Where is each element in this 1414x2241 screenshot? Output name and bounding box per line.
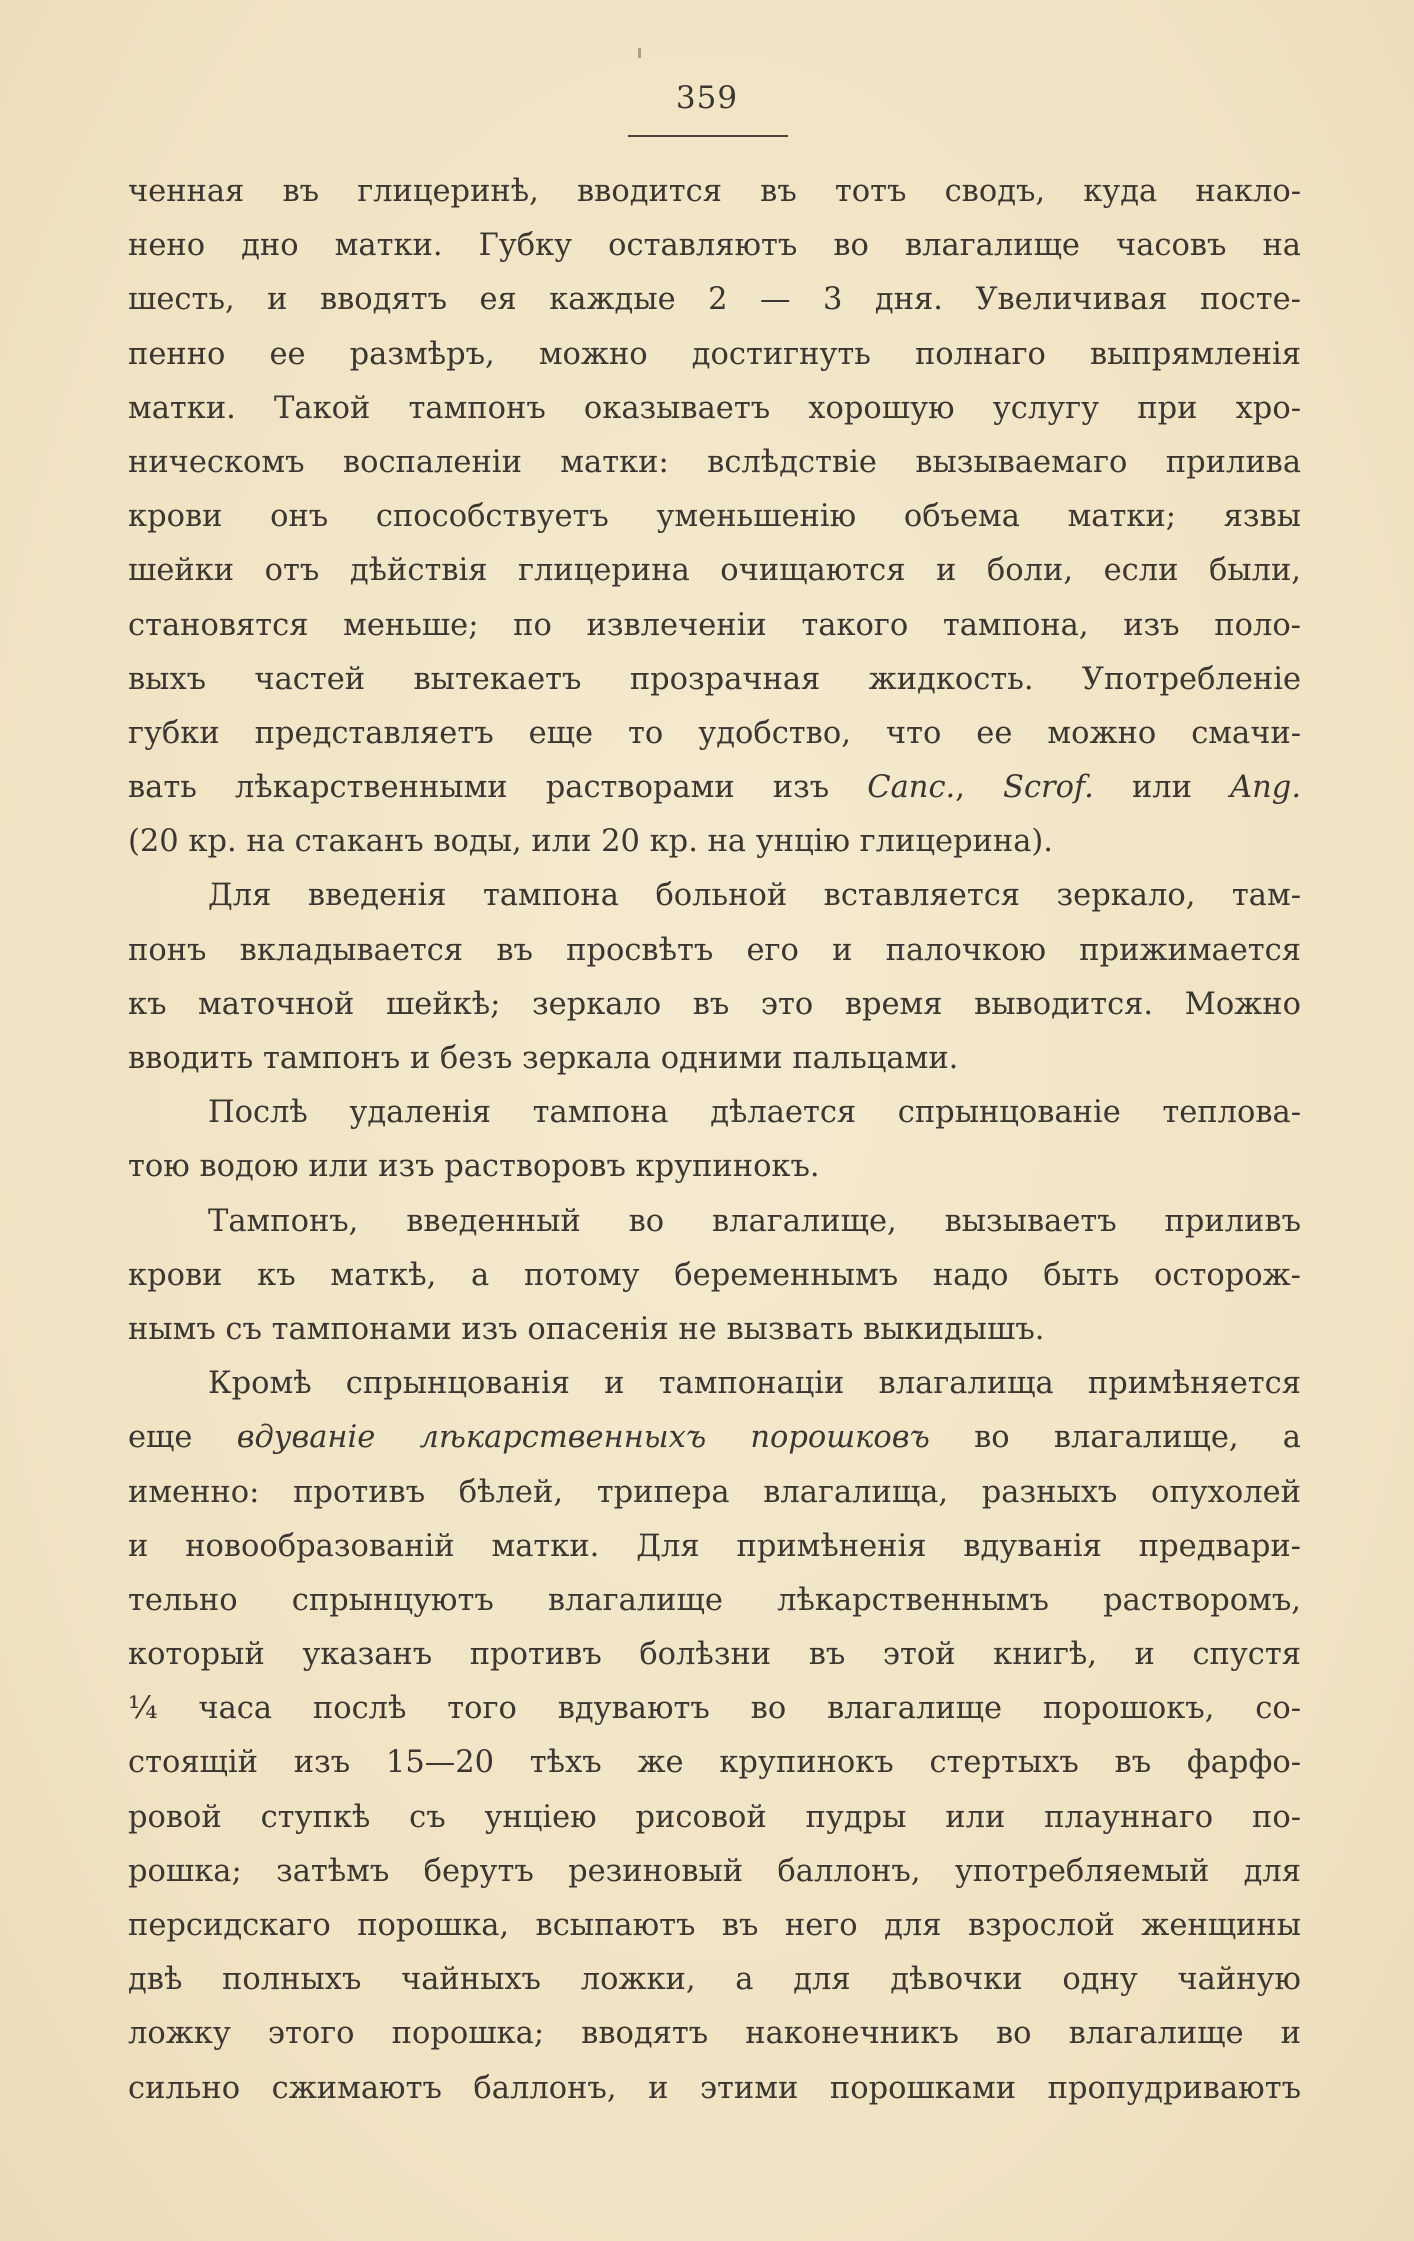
text-line: двѣ полныхъ чайныхъ ложки, а для дѣвочки одну чайную [128,1962,1301,1998]
italic-text: Canc. [867,770,956,806]
text-segment: или [1093,770,1231,806]
text-segment: еще [128,1420,237,1456]
text-line: къ маточной шейкѣ; зеркало въ это время выводится. Можно [128,986,1301,1022]
text-line: ническомъ воспаленіи матки: вслѣдствіе вызываемаго прилива [128,444,1301,480]
text-line: Кромѣ спрынцованія и тампонаціи влагалища примѣняется [208,1366,1301,1402]
text-line: шейки отъ дѣйствія глицерина очищаются и боли, если были, [128,553,1301,589]
text-line: ложку этого порошка; вводятъ наконечникъ во влагалище и [128,2016,1301,2052]
text-line: ченная въ глицеринѣ, вводится въ тотъ сводъ, куда накло- [128,174,1301,209]
body-text [128,165,1301,2116]
text-line: Тампонъ, введенный во влагалище, вызываетъ приливъ [208,1203,1301,1239]
text-line: становятся меньше; по извлеченіи такого тампона, изъ поло- [128,607,1301,643]
page-number-rule [628,135,788,137]
text-line: который указанъ противъ болѣзни въ этой книгѣ, и спустя [128,1637,1301,1673]
text-line [128,1411,1301,1465]
text-segment: вать лѣкарственными растворами изъ [128,770,868,806]
italic-text: Scrof. [1003,770,1094,806]
text-segment: во влагалище, а [929,1420,1301,1456]
text-line: вводить тампонъ и безъ зеркала одними пальцами. [128,1041,959,1076]
text-line: матки. Такой тампонъ оказываетъ хорошую услугу при хро- [128,390,1301,426]
italic-text: вдуваніе лѣкарственныхъ порошковъ [236,1420,930,1456]
text-line: и новообразованій матки. Для примѣненія вдуванія предвари- [128,1528,1301,1564]
text-line: крови онъ способствуетъ уменьшенію объема матки; язвы [128,499,1301,535]
text-line: персидскаго порошка, всыпаютъ въ него для взрослой женщины [128,1908,1301,1943]
text-line: рошка; затѣмъ берутъ резиновый баллонъ, употребляемый для [128,1853,1301,1889]
printer-mark [638,48,641,58]
text-line: нымъ съ тампонами изъ опасенія не вызвать выкидышъ. [128,1311,1045,1347]
text-line: крови къ маткѣ, а потому беременнымъ надо быть осторож- [128,1257,1301,1293]
text-line: тою водою или изъ растворовъ крупинокъ. [128,1149,820,1185]
text-line: понъ вкладывается въ просвѣтъ его и палочкою прижимается [128,932,1301,968]
text-line: Послѣ удаленія тампона дѣлается спрынцованіе теплова- [208,1095,1301,1131]
page-number: 359 [675,80,739,116]
text-line: пенно ее размѣръ, можно достигнуть полнаго выпрямленія [128,336,1301,372]
text-line: ¼ часа послѣ того вдуваютъ во влагалище порошокъ, со- [128,1691,1301,1727]
italic-text: Ang. [1230,770,1301,806]
text-line: шесть, и вводятъ ея каждые 2 — 3 дня. Увеличивая посте- [128,282,1301,318]
text-line: тельно спрынцуютъ влагалище лѣкарственнымъ растворомъ, [128,1582,1301,1618]
text-line: губки представляетъ еще то удобство, что ее можно смачи- [128,715,1301,751]
text-line: выхъ частей вытекаетъ прозрачная жидкость. Употребленіе [128,661,1301,697]
text-line: Для введенія тампона больной вставляется зеркало, там- [208,878,1301,914]
text-line: сильно сжимаютъ баллонъ, и этими порошками пропудриваютъ [128,2070,1301,2106]
text-line: (20 кр. на стаканъ воды, или 20 кр. на унцію глицерина). [128,824,1053,860]
text-line: стоящій изъ 15—20 тѣхъ же крупинокъ стертыхъ въ фарфо- [128,1745,1301,1781]
text-line: именно: противъ бѣлей, трипера влагалища, разныхъ опухолей [128,1474,1301,1510]
text-line [128,761,1301,815]
text-segment: , [955,770,1004,806]
text-line: ровой ступкѣ съ унціею рисовой пудры или плауннаго по- [128,1799,1301,1835]
text-line: нено дно матки. Губку оставляютъ во влагалище часовъ на [128,228,1301,264]
